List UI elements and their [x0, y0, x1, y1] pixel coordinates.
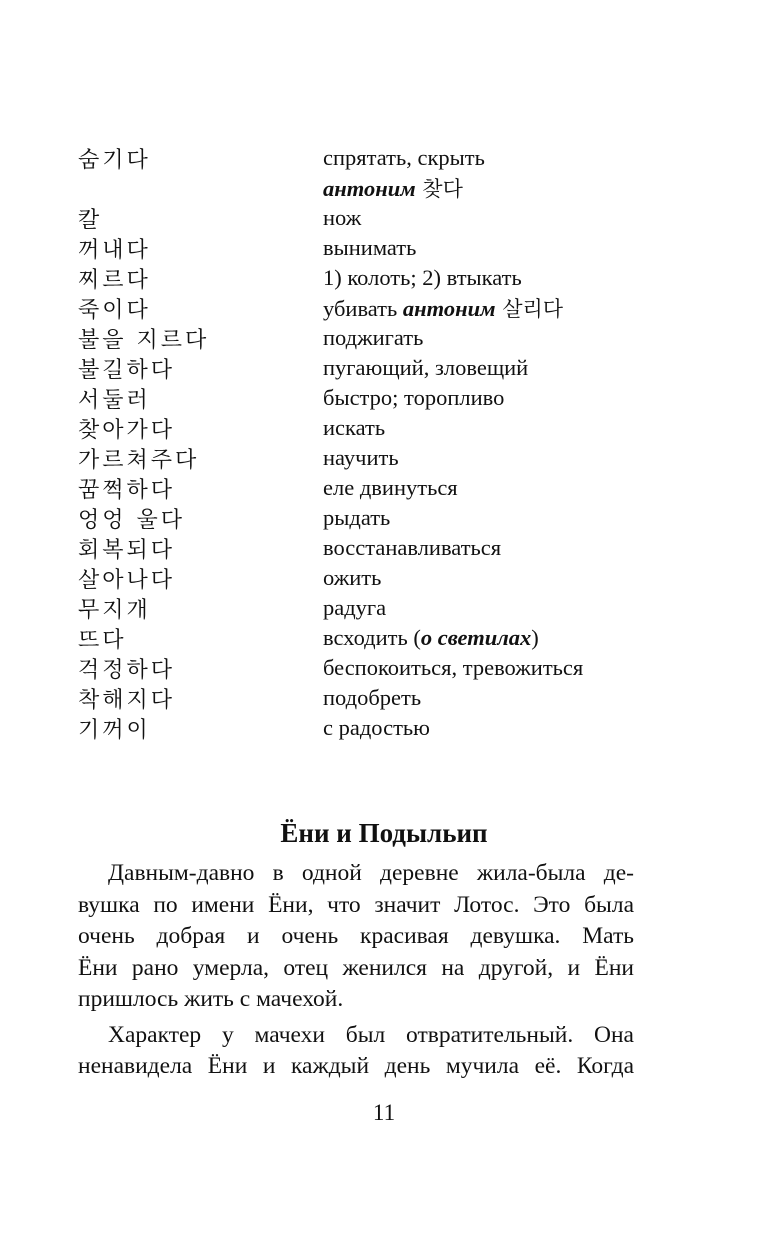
- russian-translation: ожить: [323, 565, 382, 590]
- korean-word: 가르쳐주다: [78, 447, 200, 473]
- korean-antonym: 살리다: [495, 297, 564, 321]
- text-line: вушка по имени Ёни, что значит Лотос. Это была: [78, 891, 634, 918]
- korean-word: 살아나다: [78, 567, 176, 593]
- korean-word: 무지개: [78, 597, 151, 623]
- russian-translation: научить: [323, 445, 399, 470]
- korean-word: 찌르다: [78, 267, 151, 293]
- russian-translation: еле двинуться: [323, 475, 458, 500]
- korean-word: 기꺼이: [78, 717, 151, 743]
- russian-translation: искать: [323, 415, 386, 440]
- vocab-row: [78, 323, 638, 353]
- korean-word: 착해지다: [78, 687, 176, 713]
- russian-translation: спрятать, скрыть: [323, 145, 485, 170]
- vocab-row: [78, 443, 638, 473]
- text-line: Ёни рано умерла, отец женился на другой, и Ёни: [78, 954, 634, 981]
- vocab-row: [78, 383, 638, 413]
- russian-translation: быстро; торопливо: [323, 385, 505, 410]
- italic-note: антоним: [402, 296, 496, 321]
- russian-translation: вынимать: [323, 235, 417, 260]
- russian-translation: беспокоиться, тревожиться: [323, 655, 584, 680]
- russian-translation: [323, 173, 463, 203]
- italic-note: о светилах: [420, 625, 532, 650]
- vocab-row: [78, 203, 638, 233]
- text-line: Характер у мачехи был отвратительный. Она: [108, 1021, 634, 1048]
- korean-word: 불을 지르다: [78, 327, 210, 353]
- russian-translation: [323, 293, 563, 323]
- korean-word: 불길하다: [78, 357, 176, 383]
- russian-translation: поджигать: [323, 325, 424, 350]
- vocab-row: [78, 533, 638, 563]
- russian-translation: с радостью: [323, 715, 430, 740]
- text-line: Давным-давно в одной деревне жила-была де-: [108, 860, 634, 886]
- russian-translation: [323, 625, 539, 651]
- korean-word: 회복되다: [78, 537, 176, 563]
- translation-text: убивать: [323, 296, 403, 321]
- korean-word: 꺼내다: [78, 237, 151, 263]
- korean-word: 걱정하다: [78, 657, 176, 683]
- vocab-row: [78, 653, 638, 683]
- vocab-row: [78, 503, 638, 533]
- paragraph: [78, 1020, 634, 1083]
- korean-word: 뜨다: [78, 627, 127, 653]
- vocab-row: [78, 413, 638, 443]
- vocabulary-list: [78, 143, 638, 743]
- korean-word: 엉엉 울다: [78, 507, 186, 533]
- page-number: 11: [372, 1100, 396, 1125]
- korean-word: 꿈쩍하다: [78, 477, 176, 503]
- russian-translation: 1) колоть; 2) втыкать: [323, 265, 522, 290]
- russian-translation: нож: [323, 205, 362, 230]
- russian-translation: пугающий, зловещий: [323, 355, 529, 380]
- korean-word: 찾아가다: [78, 417, 176, 443]
- korean-word: 숨기다: [78, 147, 151, 173]
- paragraph: [78, 858, 634, 1016]
- translation-tail: ): [531, 625, 539, 650]
- translation-text: всходить (: [323, 625, 421, 650]
- korean-word: 서둘러: [78, 387, 151, 413]
- vocab-row: [78, 233, 638, 263]
- korean-antonym: 찾다: [415, 177, 463, 201]
- text-line: ненавидела Ёни и каждый день мучила её. Когда: [78, 1053, 634, 1079]
- vocab-row: [78, 353, 638, 383]
- vocab-row: [78, 713, 638, 743]
- vocab-row: [78, 563, 638, 593]
- vocab-row: [78, 593, 638, 623]
- vocab-row: [78, 623, 638, 653]
- russian-translation: подобреть: [323, 685, 422, 710]
- vocab-row: [78, 473, 638, 503]
- vocab-row: [78, 683, 638, 713]
- vocab-row: [78, 143, 638, 173]
- story-text: [78, 858, 634, 1087]
- russian-translation: восстанавливаться: [323, 535, 502, 560]
- korean-word: 칼: [78, 207, 103, 233]
- russian-translation: радуга: [323, 595, 387, 620]
- korean-word: 죽이다: [78, 297, 151, 323]
- vocab-row: [78, 173, 638, 203]
- vocab-row: [78, 263, 638, 293]
- italic-note: антоним: [323, 176, 416, 201]
- story-title: Ёни и Подыльип: [280, 818, 488, 848]
- russian-translation: рыдать: [323, 505, 391, 530]
- vocab-row: [78, 293, 638, 323]
- text-line: очень добрая и очень красивая девушка. Мать: [78, 923, 634, 949]
- text-line: пришлось жить с мачехой.: [78, 986, 344, 1012]
